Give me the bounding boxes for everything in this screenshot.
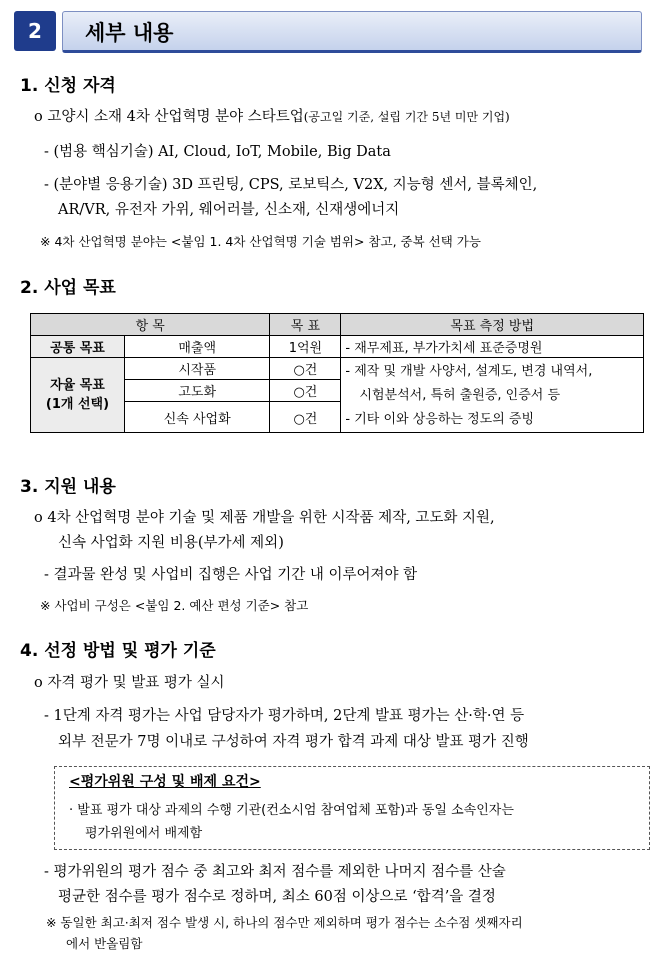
self-goal-target: ○건 bbox=[270, 380, 341, 402]
eligibility-note: ※ 4차 산업혁명 분야는 <붙임 1. 4차 산업혁명 기술 범위> 참고, 중복 선택 가능 bbox=[40, 234, 481, 249]
self-goal-label: 자율 목표 (1개 선택) bbox=[31, 358, 125, 433]
self-goal-item: 신속 사업화 bbox=[125, 402, 270, 433]
evaluator-box-title: <평가위원 구성 및 배제 요건> bbox=[69, 774, 261, 790]
common-goal-item: 매출액 bbox=[125, 336, 270, 358]
selection-detail-2a: - 평가위원의 평가 점수 중 최고와 최저 점수를 제외한 나머지 점수를 산술 bbox=[44, 864, 506, 880]
eligibility-bullet-note: (공고일 기준, 설립 기간 5년 미만 기업) bbox=[303, 110, 510, 124]
common-goal-label: 공통 목표 bbox=[31, 336, 125, 358]
self-goal-item: 고도화 bbox=[125, 380, 270, 402]
selection-detail-1b: 외부 전문가 7명 이내로 구성하여 자격 평가 합격 과제 대상 발표 평가 진행 bbox=[58, 734, 529, 750]
table-header-goal: 목 표 bbox=[270, 314, 341, 336]
support-bullet-1: o 4차 산업혁명 분야 기술 및 제품 개발을 위한 시작품 제작, 고도화 지원, bbox=[34, 510, 495, 526]
self-goal-item: 시작품 bbox=[125, 358, 270, 380]
common-goal-method: - 재무제표, 부가가치세 표준증명원 bbox=[341, 336, 644, 358]
heading-goals: 2. 사업 목표 bbox=[20, 278, 116, 298]
heading-selection: 4. 선정 방법 및 평가 기준 bbox=[20, 641, 216, 661]
support-bullet-2: 신속 사업화 지원 비용(부가세 제외) bbox=[58, 535, 284, 551]
eligibility-applied-tech-1: - (분야별 응용기술) 3D 프린팅, CPS, 로보틱스, V2X, 지능형 센서, 블록체인, bbox=[44, 177, 538, 193]
common-goal-target: 1억원 bbox=[270, 336, 341, 358]
self-goal-method: - 제작 및 개발 사양서, 설계도, 변경 내역서, 시험분석서, 특허 출원증, 인증서 등 - 기타 이와 상응하는 정도의 증빙 bbox=[341, 358, 644, 433]
table-header-row bbox=[31, 314, 644, 336]
table-row bbox=[31, 336, 644, 358]
section-header bbox=[14, 11, 642, 51]
selection-note-a: ※ 동일한 최고·최저 점수 발생 시, 하나의 점수만 제외하며 평가 점수는 소수점 셋째자리 bbox=[46, 915, 523, 930]
evaluator-requirements-box bbox=[54, 766, 650, 850]
heading-support: 3. 지원 내용 bbox=[20, 477, 116, 497]
eligibility-core-tech: - (범용 핵심기술) AI, Cloud, IoT, Mobile, Big Data bbox=[44, 144, 391, 160]
selection-note-b: 에서 반올림함 bbox=[66, 936, 143, 951]
table-header-item: 항 목 bbox=[31, 314, 270, 336]
section-number: 2 bbox=[14, 11, 56, 51]
selection-detail-2b: 평균한 점수를 평가 점수로 정하며, 최소 60점 이상으로 ‘합격’을 결정 bbox=[58, 889, 496, 905]
support-note: ※ 사업비 구성은 <붙임 2. 예산 편성 기준> 참고 bbox=[40, 598, 309, 613]
goal-table bbox=[30, 313, 644, 433]
support-detail: - 결과물 완성 및 사업비 집행은 사업 기간 내 이루어져야 함 bbox=[44, 567, 418, 583]
evaluator-box-line-2: 평가위원에서 배제함 bbox=[85, 826, 203, 841]
table-row bbox=[31, 358, 644, 380]
self-goal-target: ○건 bbox=[270, 358, 341, 380]
selection-detail-1a: - 1단계 자격 평가는 사업 담당자가 평가하며, 2단계 발표 평가는 산·학·연 등 bbox=[44, 708, 525, 724]
eligibility-bullet: o 고양시 소재 4차 산업혁명 분야 스타트업(공고일 기준, 설립 기간 5년 미만 기업) bbox=[34, 109, 510, 125]
table-header-method: 목표 측정 방법 bbox=[341, 314, 644, 336]
self-goal-target: ○건 bbox=[270, 402, 341, 433]
heading-eligibility: 1. 신청 자격 bbox=[20, 76, 116, 96]
evaluator-box-line-1: · 발표 평가 대상 과제의 수행 기관(컨소시엄 참여업체 포함)과 동일 소속인자는 bbox=[69, 803, 514, 818]
section-title: 세부 내용 bbox=[85, 21, 174, 45]
section-title-bar bbox=[62, 11, 642, 53]
selection-bullet: o 자격 평가 및 발표 평가 실시 bbox=[34, 675, 225, 691]
eligibility-applied-tech-2: AR/VR, 유전자 가위, 웨어러블, 신소재, 신재생에너지 bbox=[58, 202, 400, 218]
